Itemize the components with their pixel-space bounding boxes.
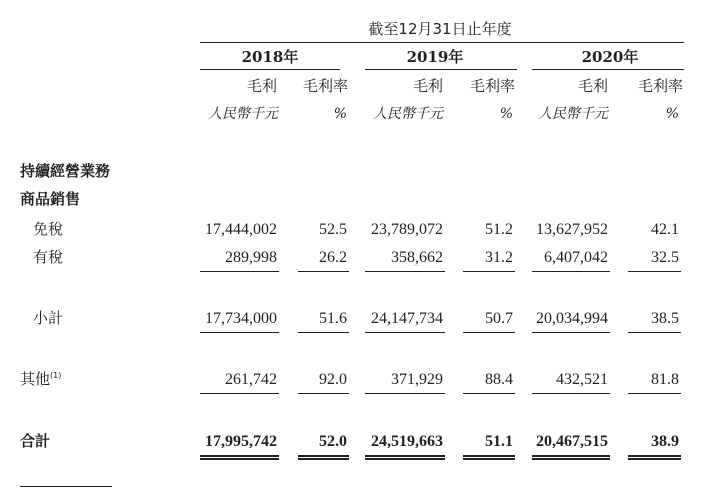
total-double-rule-6 — [628, 455, 681, 460]
total-profit-2019: 24,519,663 — [371, 433, 443, 450]
duty-paid-margin-2018: 26.2 — [319, 249, 347, 266]
subtotal-under-5 — [532, 332, 610, 333]
others-profit-2018: 261,742 — [225, 371, 277, 388]
duty-free-margin-2019: 51.2 — [485, 221, 513, 238]
others-margin-2018: 92.0 — [319, 371, 347, 388]
others-under-2 — [298, 393, 349, 394]
col-margin-2020: 毛利率 — [637, 77, 683, 95]
total-profit-2020: 20,467,515 — [536, 433, 608, 450]
duty-free-profit-2018: 17,444,002 — [205, 221, 277, 238]
duty-free-margin-2020: 42.1 — [651, 221, 679, 238]
subtotal-profit-2019: 24,147,734 — [371, 310, 443, 327]
subtotal-profit-2020: 20,034,994 — [536, 310, 608, 327]
unit-margin-2018: % — [333, 106, 347, 122]
year-2020-rule — [532, 69, 684, 70]
col-profit-2018: 毛利 — [246, 77, 277, 95]
total-margin-2020: 38.9 — [651, 433, 679, 450]
col-margin-2019: 毛利率 — [469, 77, 515, 95]
row-subtotal-label: 小計 — [33, 309, 64, 327]
others-under-6 — [628, 393, 681, 394]
duty-free-profit-2020: 13,627,952 — [536, 221, 608, 238]
subtotal-margin-2019: 50.7 — [485, 310, 513, 327]
total-double-rule-2 — [298, 455, 349, 460]
others-margin-2020: 81.8 — [651, 371, 679, 388]
subtotal-rule-3 — [365, 271, 445, 272]
duty-paid-margin-2020: 32.5 — [651, 249, 679, 266]
section-goods-sales: 商品銷售 — [20, 190, 81, 208]
duty-paid-profit-2018: 289,998 — [225, 249, 277, 266]
total-margin-2019: 51.1 — [485, 433, 513, 450]
subtotal-margin-2018: 51.6 — [319, 310, 347, 327]
col-profit-2020: 毛利 — [577, 77, 608, 95]
row-total-label: 合計 — [20, 432, 51, 450]
subtotal-rule-6 — [628, 271, 681, 272]
section-continuing: 持續經營業務 — [20, 162, 111, 180]
row-duty-paid-label: 有稅 — [33, 248, 64, 266]
unit-profit-2019: 人民幣千元 — [373, 106, 443, 122]
unit-margin-2019: % — [499, 106, 513, 122]
subtotal-profit-2018: 17,734,000 — [205, 310, 277, 327]
row-others-label: 其他$^{(1)}$ — [20, 370, 62, 388]
others-under-5 — [532, 393, 610, 394]
total-margin-2018: 52.0 — [319, 433, 347, 450]
col-margin-2018: 毛利率 — [302, 77, 348, 95]
total-double-rule-5 — [532, 455, 610, 460]
unit-profit-2018: 人民幣千元 — [208, 106, 278, 122]
unit-margin-2020: % — [665, 106, 679, 122]
footnote-marker: (1) — [50, 371, 62, 380]
duty-free-margin-2018: 52.5 — [319, 221, 347, 238]
year-2019-rule — [365, 69, 517, 70]
row-duty-free-label: 免稅 — [33, 220, 64, 238]
header-rule — [200, 42, 684, 43]
subtotal-rule-4 — [463, 271, 515, 272]
subtotal-under-1 — [200, 332, 279, 333]
year-2019: 2019年 — [406, 48, 464, 66]
subtotal-rule-5 — [532, 271, 610, 272]
subtotal-rule-1 — [200, 271, 279, 272]
total-double-rule-1 — [200, 455, 279, 460]
subtotal-rule-2 — [298, 271, 349, 272]
others-profit-2020: 432,521 — [556, 371, 608, 388]
subtotal-under-2 — [298, 332, 349, 333]
duty-paid-profit-2019: 358,662 — [391, 249, 443, 266]
subtotal-margin-2020: 38.5 — [651, 310, 679, 327]
duty-paid-margin-2019: 31.2 — [485, 249, 513, 266]
unit-profit-2020: 人民幣千元 — [538, 106, 608, 122]
subtotal-under-6 — [628, 332, 681, 333]
duty-free-profit-2019: 23,789,072 — [371, 221, 443, 238]
total-profit-2018: 17,995,742 — [205, 433, 277, 450]
others-profit-2019: 371,929 — [391, 371, 443, 388]
year-2018-rule — [200, 69, 340, 70]
footnote-separator — [20, 486, 112, 487]
subtotal-under-3 — [365, 332, 445, 333]
col-profit-2019: 毛利 — [412, 77, 443, 95]
subtotal-under-4 — [463, 332, 515, 333]
duty-paid-profit-2020: 6,407,042 — [544, 249, 608, 266]
year-2018: 2018年 — [241, 48, 299, 66]
others-under-3 — [365, 393, 445, 394]
year-2020: 2020年 — [581, 48, 639, 66]
total-double-rule-3 — [365, 455, 445, 460]
others-margin-2019: 88.4 — [485, 371, 513, 388]
others-under-1 — [200, 393, 279, 394]
period-header: 截至12月31日止年度 — [368, 20, 512, 38]
others-under-4 — [463, 393, 515, 394]
total-double-rule-4 — [463, 455, 515, 460]
